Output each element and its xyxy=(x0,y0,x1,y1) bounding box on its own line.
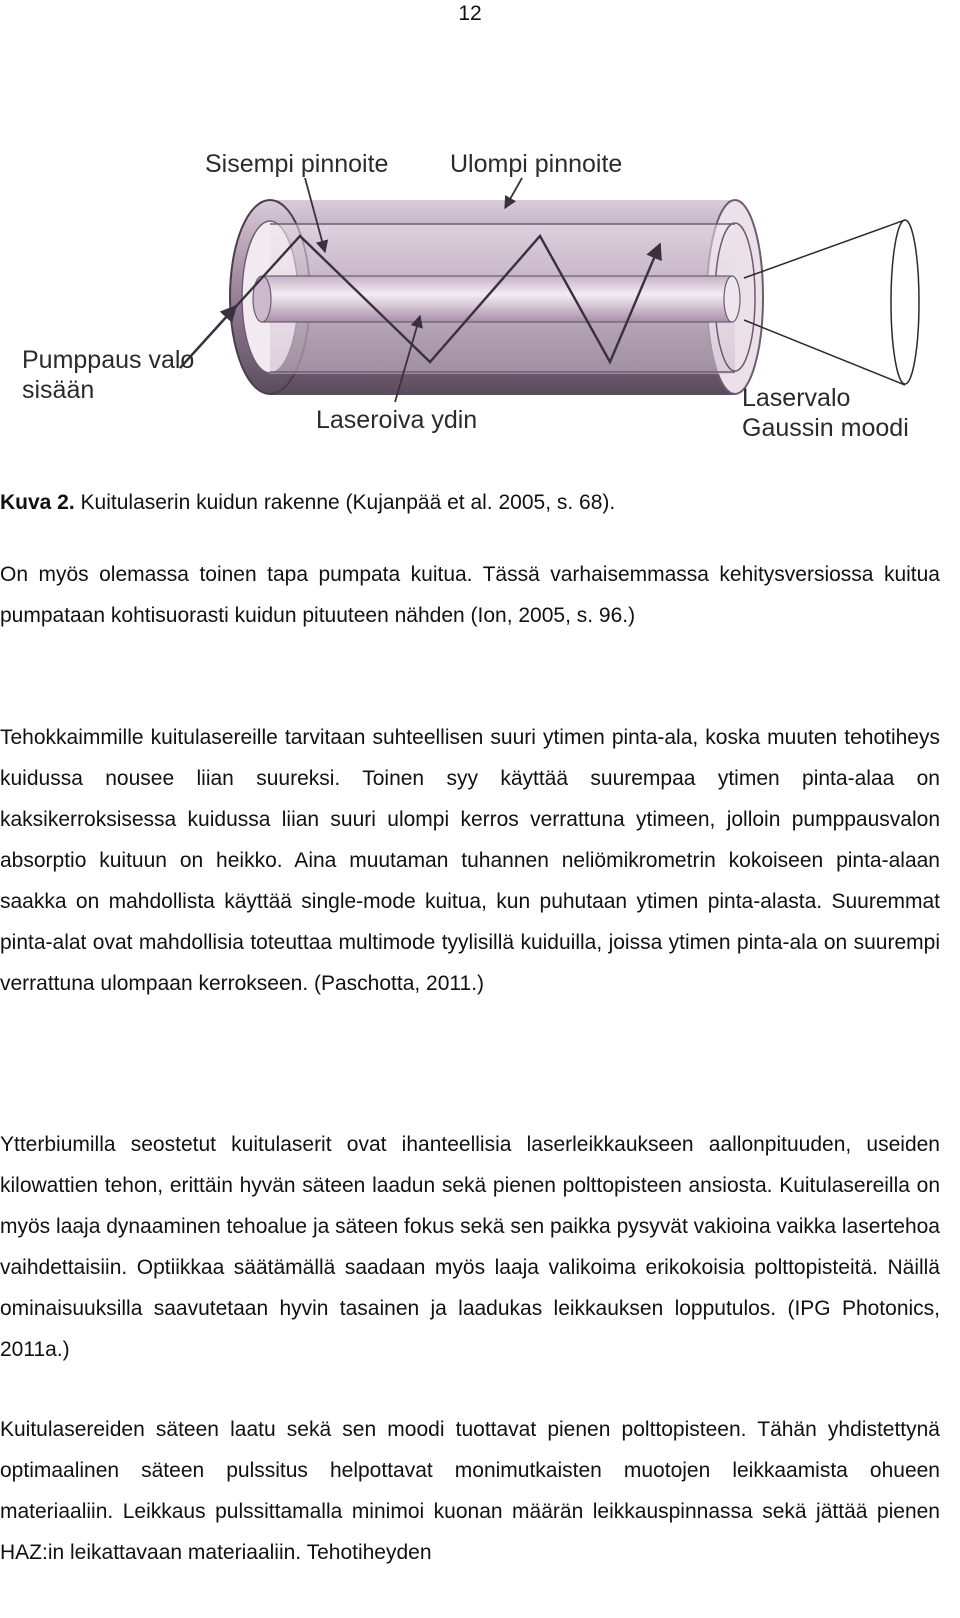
figure-caption xyxy=(0,488,940,518)
label-inner-coating: Sisempi pinnoite xyxy=(205,150,389,178)
fiber-structure-figure xyxy=(0,140,960,460)
label-outer-coating: Ulompi pinnoite xyxy=(450,150,623,178)
label-laser-light-2: Gaussin moodi xyxy=(742,414,909,442)
label-lasing-core: Laseroiva ydin xyxy=(316,406,478,434)
label-pump-light-2: sisään xyxy=(22,376,95,404)
fiber-diagram xyxy=(0,140,960,460)
label-laser-light-1: Laservalo xyxy=(742,384,851,412)
paragraph-4: Kuitulasereiden säteen laatu sekä sen moodi tuottavat pienen polttopisteen. Tähän yhdistettynä optimaalinen säteen pulssitus helpottavat monimutkaisten muotojen leikkaamista ohueen materiaaliin. Leikkaus pulssittamalla minimoi kuonan määrän leikkauspinnassa sekä jättää pienen HAZ:in leikattavaan materiaaliin. Tehotiheyden xyxy=(0,1418,940,1564)
caption-prefix: Kuva 2. xyxy=(0,491,75,514)
paragraph-1: On myös olemassa toinen tapa pumpata kuitua. Tässä varhaisemmassa kehitysversiossa kuitua pumpataan kohtisuorasti kuidun pituuteen nähden (Ion, 2005, s. 96.) xyxy=(0,563,940,627)
page-number: 12 xyxy=(458,2,482,25)
laser-output-cone xyxy=(744,220,919,385)
caption-text: Kuitulaserin kuidun rakenne (Kujanpää et al. 2005, s. 68). xyxy=(74,491,616,514)
lasing-core xyxy=(253,276,740,322)
paragraph-2: Tehokkaimmille kuitulasereille tarvitaan suhteellisen suuri ytimen pinta-ala, koska muuten tehotiheys kuidussa nousee liian suureksi. Toinen syy käyttää suurempaa ytimen pinta-alaa on kaksikerroksisessa kuidussa liian suuri ulompi kerros verrattuna ytimeen, jolloin pumppausvalon absorptio kuituun on heikko. Aina muutaman tuhannen neliömikrometrin kokoiseen pinta-alaan saakka on mahdollista käyttää single-mode kuitua, kun puhutaan ytimen pinta-alasta. Suuremmat pinta-alat ovat mahdollisia toteuttaa multimode tyylisillä kuiduilla, joissa ytimen pinta-ala on suurempi verrattuna ulompaan kerrokseen. (Paschotta, 2011.) xyxy=(0,726,940,995)
label-pump-light-1: Pumppaus valo xyxy=(22,346,195,374)
paragraph-3: Ytterbiumilla seostetut kuitulaserit ovat ihanteellisia laserleikkaukseen aallonpituuden, useiden kilowattien tehon, erittäin hyvän säteen laadun sekä pienen polttopisteen ansiosta. Kuitulasereilla on myös laaja dynaaminen tehoalue ja säteen fokus sekä sen paikka pysyvät vakioina vaikka lasertehoa vaihdettaisiin. Optiikkaa säätämällä saadaan myös laaja valikoima erikokoisia polttopisteitä. Näillä ominaisuuksilla saavutetaan hyvin tasainen ja laadukas leikkauksen lopputulos. (IPG Photonics, 2011a.) xyxy=(0,1133,940,1361)
